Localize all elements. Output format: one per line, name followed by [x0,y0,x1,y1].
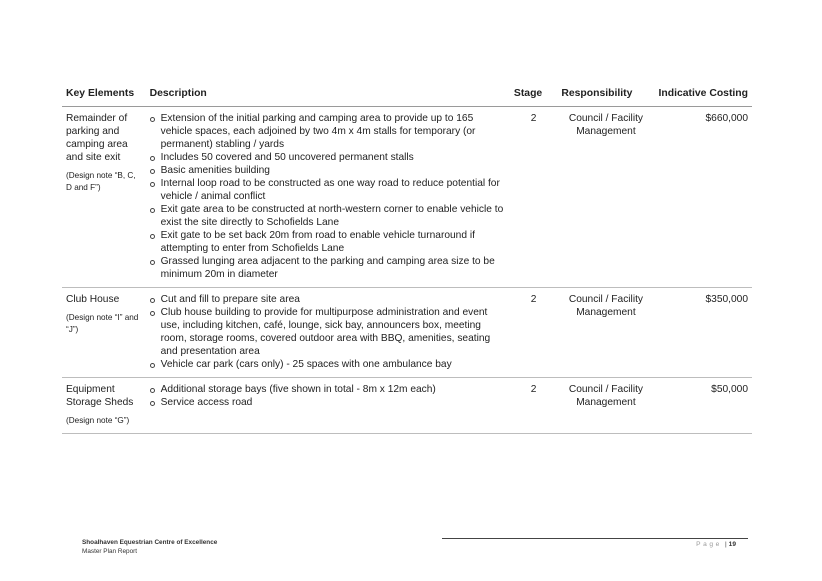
page-separator: | [724,541,727,548]
key-elements-table [62,82,752,434]
responsibility-cell: Council / Facility Management [557,288,654,378]
key-element-cell [62,107,146,288]
footer-document-info [82,539,217,556]
footer-page-number [696,541,736,548]
key-element-cell [62,288,146,378]
header-description: Description [146,82,510,107]
description-list [150,383,506,409]
key-element-name: Remainder of parking and camping area and site exit [66,113,128,163]
page-number: 19 [728,541,736,548]
list-item: Club house building to provide for multipurpose administration and event use, including kitchen, café, lounge, sick bay, announcers box, meeting room, storage rooms, covered outdoor area with BBQ, amenities, seating and presentation area [150,306,506,358]
design-note: (Design note “I” and “J”) [66,313,139,334]
design-note: (Design note “G”) [66,416,130,425]
stage-cell: 2 [510,107,557,288]
list-item: Vehicle car park (cars only) - 25 spaces with one ambulance bay [150,358,506,371]
page-label: Page [696,541,722,548]
cost-cell: $350,000 [655,288,753,378]
header-key-elements: Key Elements [62,82,146,107]
design-note: (Design note “B, C, D and F”) [66,171,136,192]
table-row [62,288,752,378]
list-item: Extension of the initial parking and camping area to provide up to 165 vehicle spaces, each adjoined by two 4m x 4m stalls for temporary (or permanent) stabling / yards [150,112,506,151]
list-item: Exit gate area to be constructed at north-western corner to enable vehicle to exist the site directly to Schofields Lane [150,203,506,229]
stage-cell: 2 [510,378,557,434]
list-item: Includes 50 covered and 50 uncovered permanent stalls [150,151,506,164]
header-indicative-costing: Indicative Costing [655,82,753,107]
cost-cell: $50,000 [655,378,753,434]
list-item: Exit gate to be set back 20m from road to enable vehicle turnaround if attempting to enter from Schofields Lane [150,229,506,255]
table-header-row [62,82,752,107]
cost-cell: $660,000 [655,107,753,288]
list-item: Service access road [150,396,506,409]
footer-report-name: Master Plan Report [82,547,138,555]
stage-cell: 2 [510,288,557,378]
description-list [150,112,506,281]
description-cell [146,378,510,434]
header-responsibility: Responsibility [557,82,654,107]
list-item: Grassed lunging area adjacent to the parking and camping area size to be minimum 20m in diameter [150,255,506,281]
key-element-name: Club House [66,294,120,305]
key-element-name: Equipment Storage Sheds [66,384,134,408]
header-stage: Stage [510,82,557,107]
responsibility-cell: Council / Facility Management [557,378,654,434]
description-cell [146,107,510,288]
table-row [62,378,752,434]
list-item: Cut and fill to prepare site area [150,293,506,306]
list-item: Internal loop road to be constructed as one way road to reduce potential for vehicle / animal conflict [150,177,506,203]
key-element-cell [62,378,146,434]
list-item: Basic amenities building [150,164,506,177]
footer-divider [442,538,748,539]
table-row [62,107,752,288]
list-item: Additional storage bays (five shown in total - 8m x 12m each) [150,383,506,396]
responsibility-cell: Council / Facility Management [557,107,654,288]
footer-organisation: Shoalhaven Equestrian Centre of Excellence [82,539,218,546]
description-list [150,293,506,371]
description-cell [146,288,510,378]
